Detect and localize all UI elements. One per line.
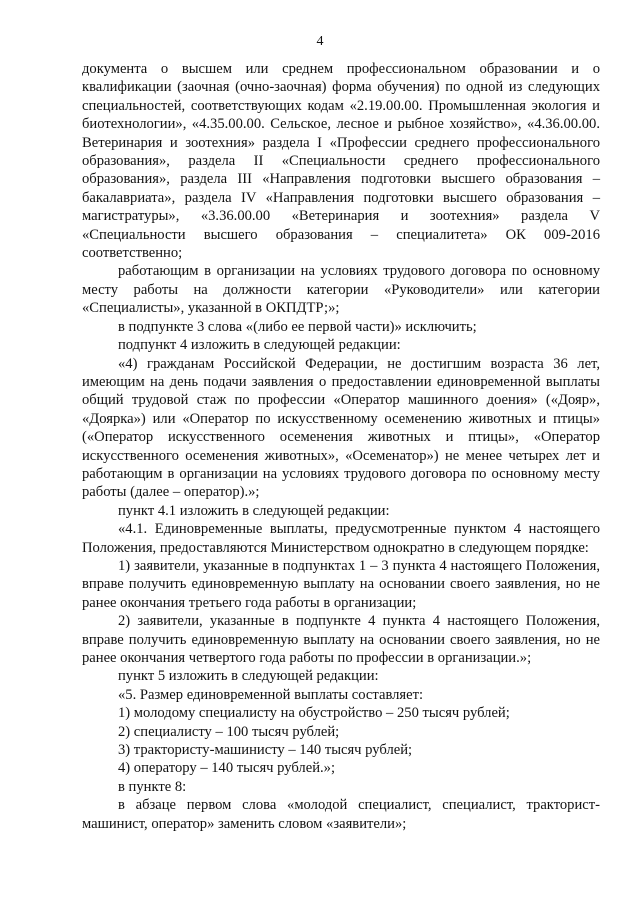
paragraph-point-4-1-text: «4.1. Единовременные выплаты, предусмотренные пунктом 4 настоящего Положения, предоставляются Министерством однократно в следующем порядке: [82, 521, 600, 556]
paragraph-employment-condition: работающим в организации на условиях трудового договора по основному месту работы на должности категории «Руководители» или категории «Специалисты», указанной в ОКПДТР;»; [82, 263, 600, 317]
paragraph-subpoint-3-amendment: в подпункте 3 слова «(либо ее первой части)» исключить; [118, 318, 477, 335]
paragraph-point-5-heading: «5. Размер единовременной выплаты составляет: [118, 686, 424, 703]
document-body [82, 60, 600, 833]
page-number: 4 [316, 34, 324, 49]
paragraph-point-8-intro: в пункте 8: [118, 778, 187, 795]
paragraph-continuation: документа о высшем или среднем профессиональном образовании и о квалификации (заочная (очно-заочная) форма обучения) по одной из следующих специальностей, соответствующих кодам «2.19.00.00. Промышленная экология и биотехнологии», «4.35.00.00. Сельское, лесное и рыбное хозяйство», «4.36.00.00. Ветеринария и зоотехния» раздела I «Профессии среднего профессионального образования», раздела II «Специальности среднего профессионального образования», раздела III «Направления подготовки высшего образования – бакалавриата», раздела IV «Направления подготовки высшего образования – магистратуры», «3.36.00.00 «Ветеринария и зоотехния» раздела V «Специальности высшего образования – специалитета» ОК 009-2016 соответственно; [82, 61, 600, 262]
paragraph-subpoint-4-text: «4) гражданам Российской Федерации, не достигшим возраста 36 лет, имеющим на день подачи заявления о предоставлении единовременной выплаты общий трудовой стаж по профессии «Оператор машинного доения» («Дояр», «Доярка») или «Оператор по искусственному осеменению животных и птицы» («Оператор искусственного осеменения животных и птицы», «Оператор искусственного осеменения животных», «Осеменатор») не менее четырех лет и работающим в организации на условиях трудового договора по основному месту работы (далее – оператор).»; [82, 355, 600, 501]
paragraph-amount-operator: 4) оператору – 140 тысяч рублей.»; [118, 760, 336, 777]
paragraph-amount-young-specialist: 1) молодому специалисту на обустройство – 250 тысяч рублей; [118, 705, 510, 722]
paragraph-subpoint-4-intro: подпункт 4 изложить в следующей редакции: [118, 337, 401, 354]
paragraph-point-8-amendment: в абзаце первом слова «молодой специалист, специалист, тракторист-машинист, оператор» заменить словом «заявители»; [82, 797, 600, 832]
paragraph-amount-specialist: 2) специалисту – 100 тысяч рублей; [118, 723, 340, 740]
paragraph-point-5-intro: пункт 5 изложить в следующей редакции: [118, 668, 379, 685]
paragraph-list-item-1: 1) заявители, указанные в подпунктах 1 – 3 пункта 4 настоящего Положения, вправе получить единовременную выплату на основании своего заявления, но не ранее окончания третьего года работы в организации; [82, 557, 600, 611]
paragraph-amount-tractor-driver: 3) трактористу-машинисту – 140 тысяч рублей; [118, 742, 413, 759]
paragraph-list-item-2: 2) заявители, указанные в подпункте 4 пункта 4 настоящего Положения, вправе получить единовременную выплату на основании своего заявления, но не ранее окончания четвертого года работы по профессии в организации.»; [82, 613, 600, 666]
paragraph-point-4-1-intro: пункт 4.1 изложить в следующей редакции: [118, 502, 390, 519]
